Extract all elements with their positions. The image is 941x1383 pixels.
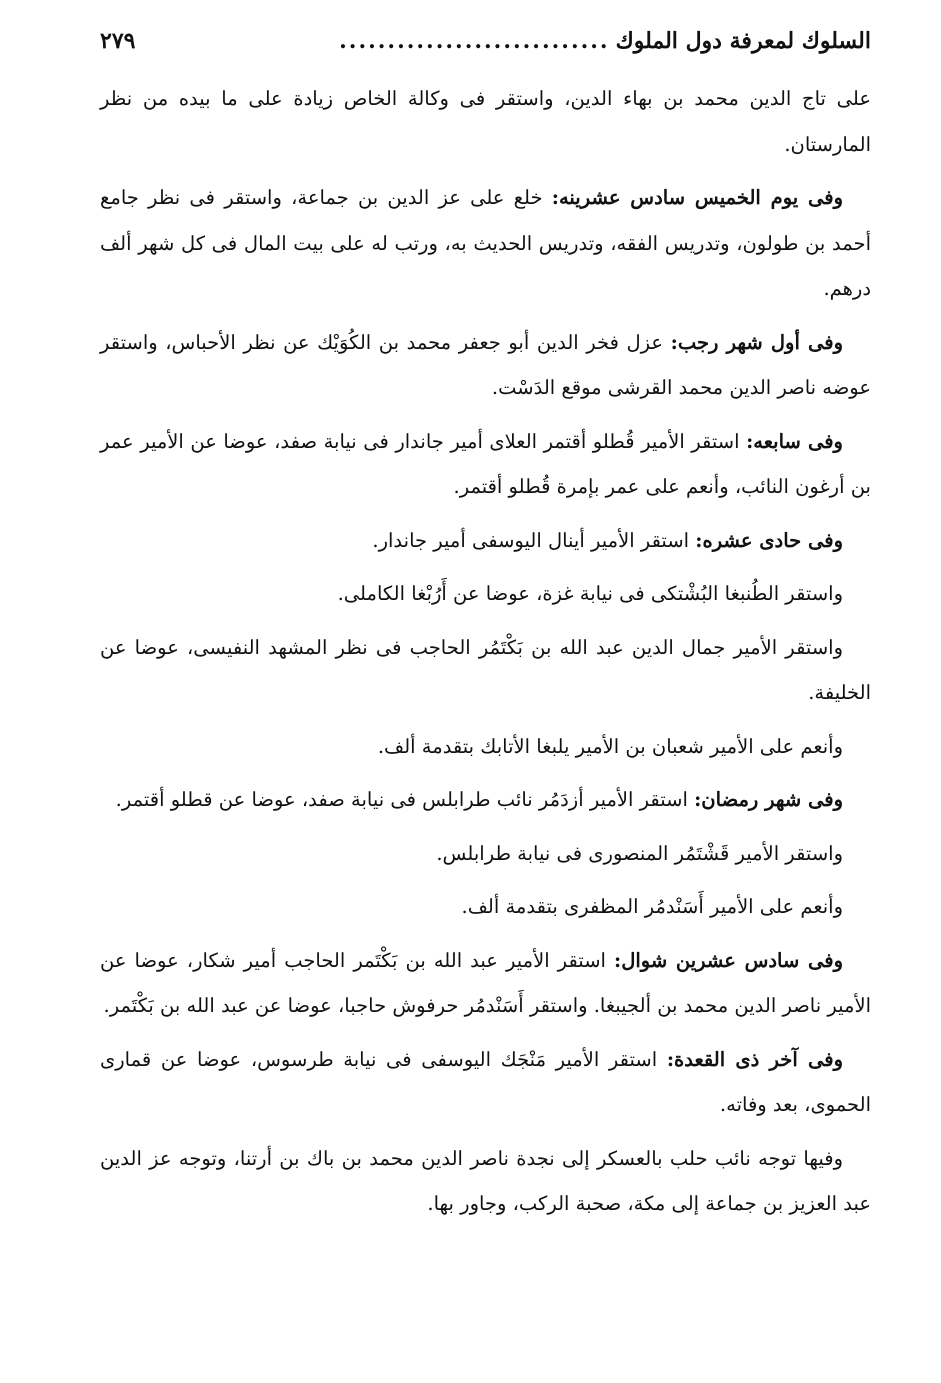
- paragraph: [100, 724, 871, 770]
- paragraph-text: وأنعم على الأمير شعبان بن الأمير يلبغا الأتابك بتقدمة ألف.: [377, 734, 843, 758]
- header-dots: ............................: [339, 28, 610, 54]
- paragraph: [100, 571, 871, 617]
- paragraph-text: واستقر الأمير جمال الدين عبد الله بن بَكْتَمُر الحاجب فى نظر المشهد النفيسى، عوضا عن الخليفة.: [100, 635, 871, 704]
- paragraph-text: واستقر الأمير قَشْتَمُر المنصورى فى نيابة طرابلس.: [436, 841, 843, 865]
- paragraph: [100, 884, 871, 930]
- paragraph-text: استقر الأمير عبد الله بن بَكْتَمر الحاجب أمير شكار، عوضا عن الأمير ناصر الدين محمد بن ألجيبغا. واستقر أَسَنْدمُر حرفوش حاجبا، عوضا عن عبد الله بن بَكْتَمر.: [100, 948, 871, 1017]
- paragraph-lead: وفى يوم الخميس سادس عشرينه:: [551, 186, 843, 209]
- paragraph: [100, 320, 871, 411]
- paragraph-text: استقر الأمير مَنْجَك اليوسفى فى نيابة طرسوس، عوضا عن قمارى الحموى، بعد وفاته.: [100, 1047, 871, 1116]
- paragraph-text: وأنعم على الأمير أَسَنْدمُر المظفرى بتقدمة ألف.: [461, 895, 843, 918]
- paragraph: [100, 938, 871, 1029]
- paragraph-text: استقر الأمير قُطلو أقتمر العلاى أمير جاندار فى نيابة صفد، عوضا عن الأمير عمر بن أرغون النائب، وأنعم على عمر بإمرة قُطلو أقتمر.: [100, 429, 871, 498]
- paragraph: [100, 831, 871, 877]
- page-body: [100, 76, 871, 1235]
- paragraph: [100, 175, 871, 312]
- page-number: ٢٧٩: [100, 28, 136, 54]
- paragraph-lead: وفى شهر رمضان:: [694, 788, 843, 811]
- paragraph: [100, 518, 871, 564]
- paragraph: [100, 1136, 871, 1227]
- running-header: [100, 28, 871, 54]
- paragraph-text: وفيها توجه نائب حلب بالعسكر إلى نجدة ناصر الدين محمد بن باك بن أرتنا، وتوجه عز الدين عبد العزيز بن جماعة إلى مكة، صحبة الركب، وجاور بها.: [100, 1146, 871, 1215]
- paragraph-text: خلع على عز الدين بن جماعة، واستقر فى نظر جامع أحمد بن طولون، وتدريس الفقه، وتدريس الحديث به، ورتب له على بيت المال فى كل شهر ألف درهم.: [100, 186, 871, 300]
- paragraph-lead: وفى سابعه:: [746, 429, 843, 453]
- paragraph: [100, 1037, 871, 1128]
- paragraph-lead: وفى حادى عشره:: [695, 528, 843, 552]
- paragraph: [100, 777, 871, 823]
- paragraph: [100, 419, 871, 510]
- paragraph: [100, 76, 871, 167]
- header-title: السلوك لمعرفة دول الملوك: [615, 28, 871, 54]
- paragraph-text: عزل فخر الدين أبو جعفر محمد بن الكُوَيْك عن نظر الأحباس، واستقر عوضه ناصر الدين محمد القرشى موقع الدَسْت.: [100, 330, 871, 399]
- paragraph-text: على تاج الدين محمد بن بهاء الدين، واستقر فى وكالة الخاص زيادة على ما بيده من نظر المارستان.: [100, 87, 871, 156]
- paragraph-text: استقر الأمير أينال اليوسفى أمير جاندار.: [372, 528, 690, 552]
- paragraph-lead: وفى آخر ذى القعدة:: [666, 1047, 843, 1071]
- paragraph-lead: وفى سادس عشرين شوال:: [614, 948, 843, 972]
- paragraph-lead: وفى أول شهر رجب:: [670, 330, 844, 354]
- paragraph-text: استقر الأمير أزدَمُر نائب طرابلس فى نيابة صفد، عوضا عن قطلو أقتمر.: [115, 788, 688, 811]
- paragraph-text: واستقر الطُنبغا البُشْتكى فى نيابة غزة، عوضا عن أَرُبْغا الكاملى.: [337, 582, 843, 605]
- paragraph: [100, 625, 871, 716]
